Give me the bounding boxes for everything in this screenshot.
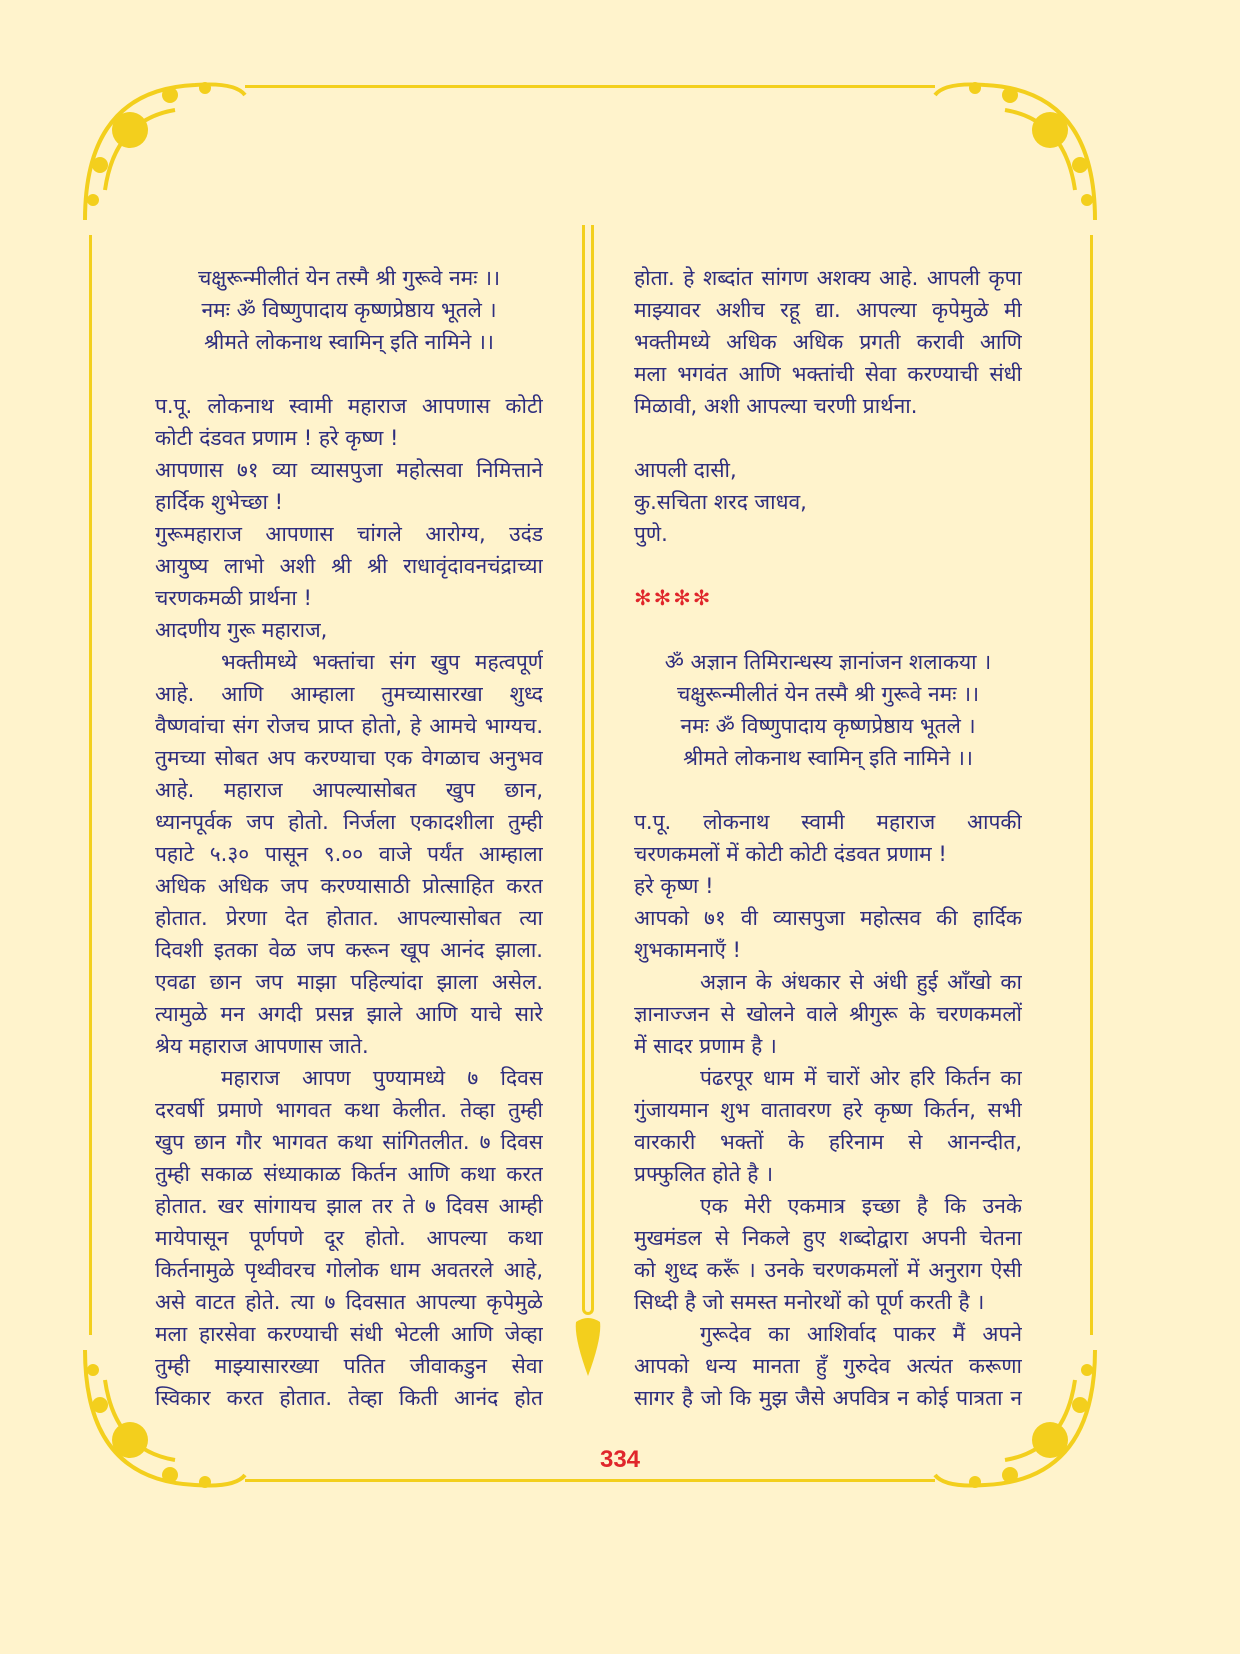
text-line: भक्तीमध्ये भक्तांचा संग खुप महत्वपूर्ण <box>221 650 543 674</box>
frame-top-line <box>245 85 935 88</box>
verse-line: चक्षुरून्मीलीतं येन तस्मै श्री गुरूवे नमः ।। <box>197 266 501 290</box>
text-line: तुमच्या सोबत अप करण्याचा एक वेगळाच अनुभव <box>155 746 543 770</box>
text-line: होतात. प्रेरणा देत होतात. आपल्यासोबत त्या <box>155 906 543 930</box>
frame-right-line <box>1090 235 1093 1335</box>
text-line: श्रेय महाराज आपणास जाते. <box>155 1034 369 1058</box>
text-line: मुखमंडल से निकले हुए शब्दोद्वारा अपनी चेतना <box>634 1226 1022 1250</box>
text-line: गुरूमहाराज आपणास चांगले आरोग्य, उदंड <box>155 522 543 546</box>
text-line: आहे. आणि आम्हाला तुमच्यासारखा शुध्द <box>155 682 543 706</box>
blank-line <box>634 422 1022 454</box>
text-line: तुम्ही सकाळ संध्याकाळ किर्तन आणि कथा करत <box>155 1162 543 1186</box>
text-line: एक मेरी एकमात्र इच्छा है कि उनके <box>700 1194 1022 1218</box>
text-line: पहाटे ५.३० पासून ९.०० वाजे पर्यंत आम्हाला <box>155 842 543 866</box>
text-line: आदणीय गुरू महाराज, <box>155 618 328 642</box>
text-line: त्यामुळे मन अगदी प्रसन्न झाले आणि याचे सारे <box>155 1002 543 1026</box>
text-line: गुरूदेव का आशिर्वाद पाकर मैं अपने <box>700 1322 1022 1346</box>
text-line: अज्ञान के अंधकार से अंधी हुई आँखो का <box>700 970 1022 994</box>
text-line: असे वाटत होते. त्या ७ दिवसात आपल्या कृपेमुळे <box>155 1290 543 1314</box>
blank-line <box>634 774 1022 806</box>
text-line: होतात. खर सांगायच झाल तर ते ७ दिवस आम्ही <box>155 1194 543 1218</box>
corner-ornament-top-right <box>925 70 1105 230</box>
text-line: अधिक अधिक जप करण्यासाठी प्रोत्साहित करत <box>155 874 543 898</box>
section-separator: ✻✻✻✻ <box>634 586 713 610</box>
text-line: महाराज आपण पुण्यामध्ये ७ दिवस <box>221 1066 543 1090</box>
verse-line: चक्षुरून्मीलीतं येन तस्मै श्री गुरूवे नमः ।। <box>676 682 980 706</box>
text-line: पुणे. <box>634 522 668 546</box>
text-line: चरणकमळी प्रार्थना ! <box>155 586 312 610</box>
text-line: तुम्ही माझ्यासारख्या पतित जीवाकडुन सेवा <box>155 1354 543 1378</box>
text-line: आयुष्य लाभो अशी श्री श्री राधावृंदावनचंद्राच्या <box>155 554 543 578</box>
text-line: मला हारसेवा करण्याची संधी भेटली आणि जेव्हा <box>155 1322 543 1346</box>
text-line: वैष्णवांचा संग रोजच प्राप्त होतो, हे आमचे भाग्यच. <box>155 714 543 738</box>
column-divider <box>582 225 594 1315</box>
text-line: हरे कृष्ण ! <box>634 874 714 898</box>
divider-drop-ornament <box>574 1318 602 1378</box>
text-line: को शुध्द करूँ । उनके चरणकमलों में अनुराग ऐसी <box>634 1258 1022 1282</box>
text-line: हार्दिक शुभेच्छा ! <box>155 490 284 514</box>
text-line: आहे. महाराज आपल्यासोबत खुप छान, <box>155 778 543 802</box>
text-line: आपणास ७१ व्या व्यासपुजा महोत्सवा निमित्ताने <box>155 458 543 482</box>
text-line: पंढरपूर धाम में चारों ओर हरि किर्तन का <box>700 1066 1022 1090</box>
text-line: मला भगवंत आणि भक्तांची सेवा करण्याची संधी <box>634 362 1022 386</box>
frame-left-line <box>89 235 92 1335</box>
text-line: गुंजायमान शुभ वातावरण हरे कृष्ण किर्तन, सभी <box>634 1098 1022 1122</box>
text-line: मायेपासून पूर्णपणे दूर होतो. आपल्या कथा <box>155 1226 543 1250</box>
text-line: भक्तीमध्ये अधिक अधिक प्रगती करावी आणि <box>634 330 1022 354</box>
blank-line <box>634 614 1022 646</box>
frame-bottom-line <box>245 1479 935 1482</box>
text-line: चरणकमलों में कोटी कोटी दंडवत प्रणाम ! <box>634 842 947 866</box>
page-number: 334 <box>599 1446 641 1473</box>
text-line: सिध्दी है जो समस्त मनोरथों को पूर्ण करती है । <box>634 1290 985 1314</box>
text-line: दिवशी इतका वेळ जप करून खूप आनंद झाला. <box>155 938 543 962</box>
blank-line <box>155 358 543 390</box>
blank-line <box>634 550 1022 582</box>
text-line: कु.सचिता शरद जाधव, <box>634 490 807 514</box>
text-line: प.पू. लोकनाथ स्वामी महाराज आपणास कोटी <box>155 394 543 418</box>
text-line: दरवर्षी प्रमाणे भागवत कथा केलीत. तेव्हा तुम्ही <box>155 1098 543 1122</box>
text-line: मिळावी, अशी आपल्या चरणी प्रार्थना. <box>634 394 918 418</box>
right-column-text <box>634 262 1022 1414</box>
text-line: सागर है जो कि मुझ जैसे अपवित्र न कोई पात्रता न <box>634 1386 1022 1410</box>
text-line: खुप छान गौर भागवत कथा सांगितलीत. ७ दिवस <box>155 1130 543 1154</box>
verse-line: नमः ॐ विष्णुपादाय कृष्णप्रेष्ठाय भूतले । <box>680 714 976 738</box>
text-line: शुभकामनाएँ ! <box>634 938 741 962</box>
text-line: वारकारी भक्तों के हरिनाम से आनन्दीत, <box>634 1130 1022 1154</box>
text-line: होता. हे शब्दांत सांगण अशक्य आहे. आपली कृपा <box>634 266 1022 290</box>
text-line: प.पू. लोकनाथ स्वामी महाराज आपकी <box>634 810 1022 834</box>
corner-ornament-top-left <box>75 70 255 230</box>
verse-line: श्रीमते लोकनाथ स्वामिन् इति नामिने ।। <box>204 330 494 354</box>
text-line: प्रफ्फुलित होते है । <box>634 1162 774 1186</box>
text-line: माझ्यावर अशीच रहू द्या. आपल्या कृपेमुळे मी <box>634 298 1022 322</box>
text-line: में सादर प्रणाम है । <box>634 1034 777 1058</box>
text-line: आपको धन्य मानता हुँ गुरुदेव अत्यंत करूणा <box>634 1354 1022 1378</box>
text-line: ध्यानपूर्वक जप होतो. निर्जला एकादशीला तुम्ही <box>155 810 543 834</box>
left-column-text <box>155 262 543 1414</box>
text-line: स्विकार करत होतात. तेव्हा किती आनंद होत <box>155 1386 543 1410</box>
text-line: आपको ७१ वी व्यासपुजा महोत्सव की हार्दिक <box>634 906 1022 930</box>
verse-line: ॐ अज्ञान तिमिरान्धस्य ज्ञानांजन शलाकया । <box>664 650 992 674</box>
verse-line: श्रीमते लोकनाथ स्वामिन् इति नामिने ।। <box>683 746 973 770</box>
verse-line: नमः ॐ विष्णुपादाय कृष्णप्रेष्ठाय भूतले । <box>201 298 497 322</box>
text-line: कोटी दंडवत प्रणाम ! हरे कृष्ण ! <box>155 426 399 450</box>
text-line: किर्तनामुळे पृथ्वीवरच गोलोक धाम अवतरले आहे, <box>155 1258 543 1282</box>
text-line: ज्ञानाज्जन से खोलने वाले श्रीगुरू के चरणकमलों <box>634 1002 1022 1026</box>
text-line: आपली दासी, <box>634 458 737 482</box>
text-line: एवढा छान जप माझा पहिल्यांदा झाला असेल. <box>155 970 543 994</box>
